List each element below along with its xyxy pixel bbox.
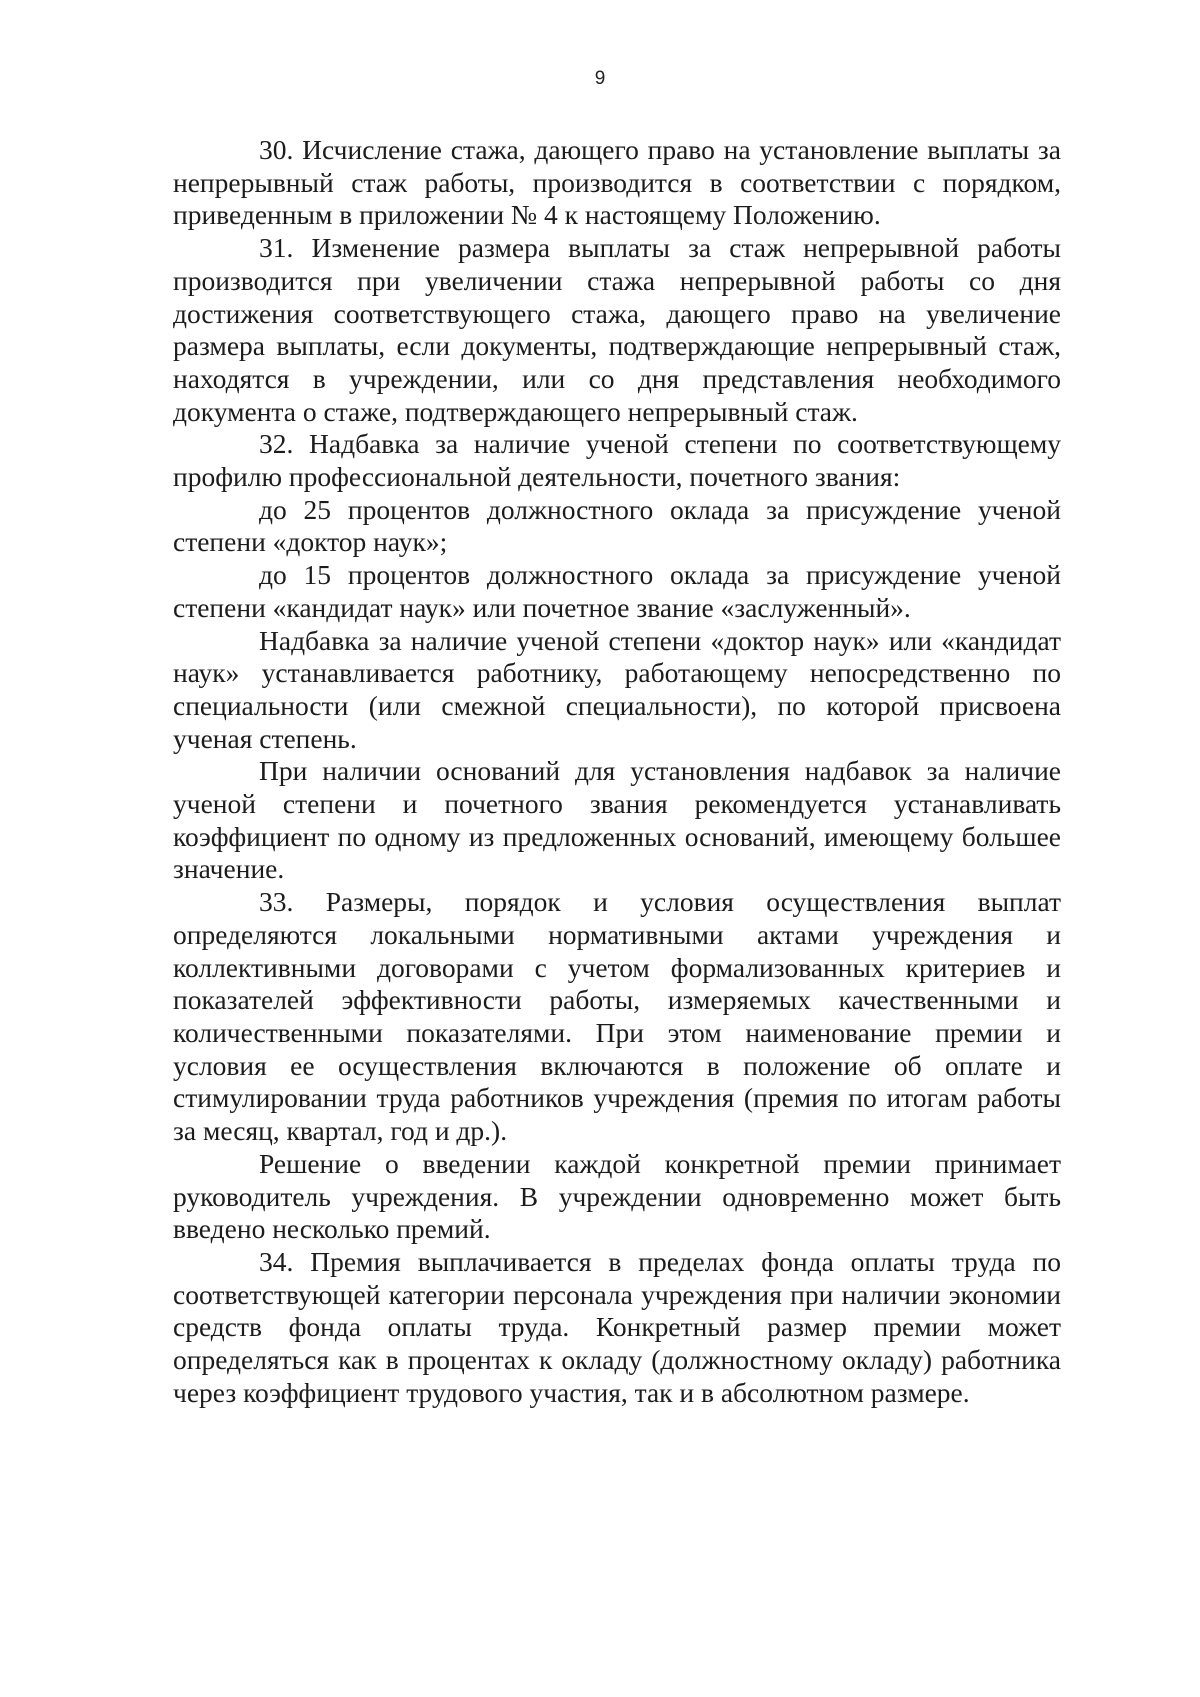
paragraph-32-note-specialty: Надбавка за наличие ученой степени «доктор наук» или «кандидат наук» устанавливается работнику, работающему непосредственно по специальности (или смежной специальности), по которой присвоена ученая степень. (173, 624, 1061, 754)
document-body (173, 134, 1061, 1409)
page-number: 9 (594, 68, 606, 89)
paragraph-30: 30. Исчисление стажа, дающего право на установление выплаты за непрерывный стаж работы, производится в соответствии с порядком, приведенным в приложении № 4 к настоящему Положению. (173, 134, 1061, 231)
paragraph-34: 34. Премия выплачивается в пределах фонда оплаты труда по соответствующей категории персонала учреждения при наличии экономии средств фонда оплаты труда. Конкретный размер премии может определяться как в процентах к окладу (должностному окладу) работника через коэффициент трудового участия, так и в абсолютном размере. (173, 1245, 1061, 1408)
paragraph-33: 33. Размеры, порядок и условия осуществления выплат определяются локальными нормативными актами учреждения и коллективными договорами с учетом формализованных критериев и показателей эффективности работы, измеряемых качественными и количественными показателями. При этом наименование премии и условия ее осуществления включаются в положение об оплате и стимулировании труда работников учреждения (премия по итогам работы за месяц, квартал, год и др.). (173, 886, 1061, 1147)
paragraph-32-item-doctor: до 25 процентов должностного оклада за присуждение ученой степени «доктор наук»; (173, 493, 1061, 558)
paragraph-32-item-candidate: до 15 процентов должностного оклада за присуждение ученой степени «кандидат наук» или почетное звание «заслуженный». (173, 559, 1061, 623)
paragraph-31: 31. Изменение размера выплаты за стаж непрерывной работы производится при увеличении стажа непрерывной работы со дня достижения соответствующего стажа, дающего право на увеличение размера выплаты, если документы, подтверждающие непрерывный стаж, находятся в учреждении, или со дня представления необходимого документа о стаже, подтверждающего непрерывный стаж. (173, 232, 1061, 427)
paragraph-33-decision: Решение о введении каждой конкретной премии принимает руководитель учреждения. В учреждении одновременно может быть введено несколько премий. (173, 1147, 1061, 1245)
paragraph-32: 32. Надбавка за наличие ученой степени по соответствующему профилю профессиональной деятельности, почетного звания: (173, 428, 1061, 493)
paragraph-32-note-grounds: При наличии оснований для установления надбавок за наличие ученой степени и почетного звания рекомендуется устанавливать коэффициент по одному из предложенных оснований, имеющему большее значение. (173, 755, 1061, 885)
